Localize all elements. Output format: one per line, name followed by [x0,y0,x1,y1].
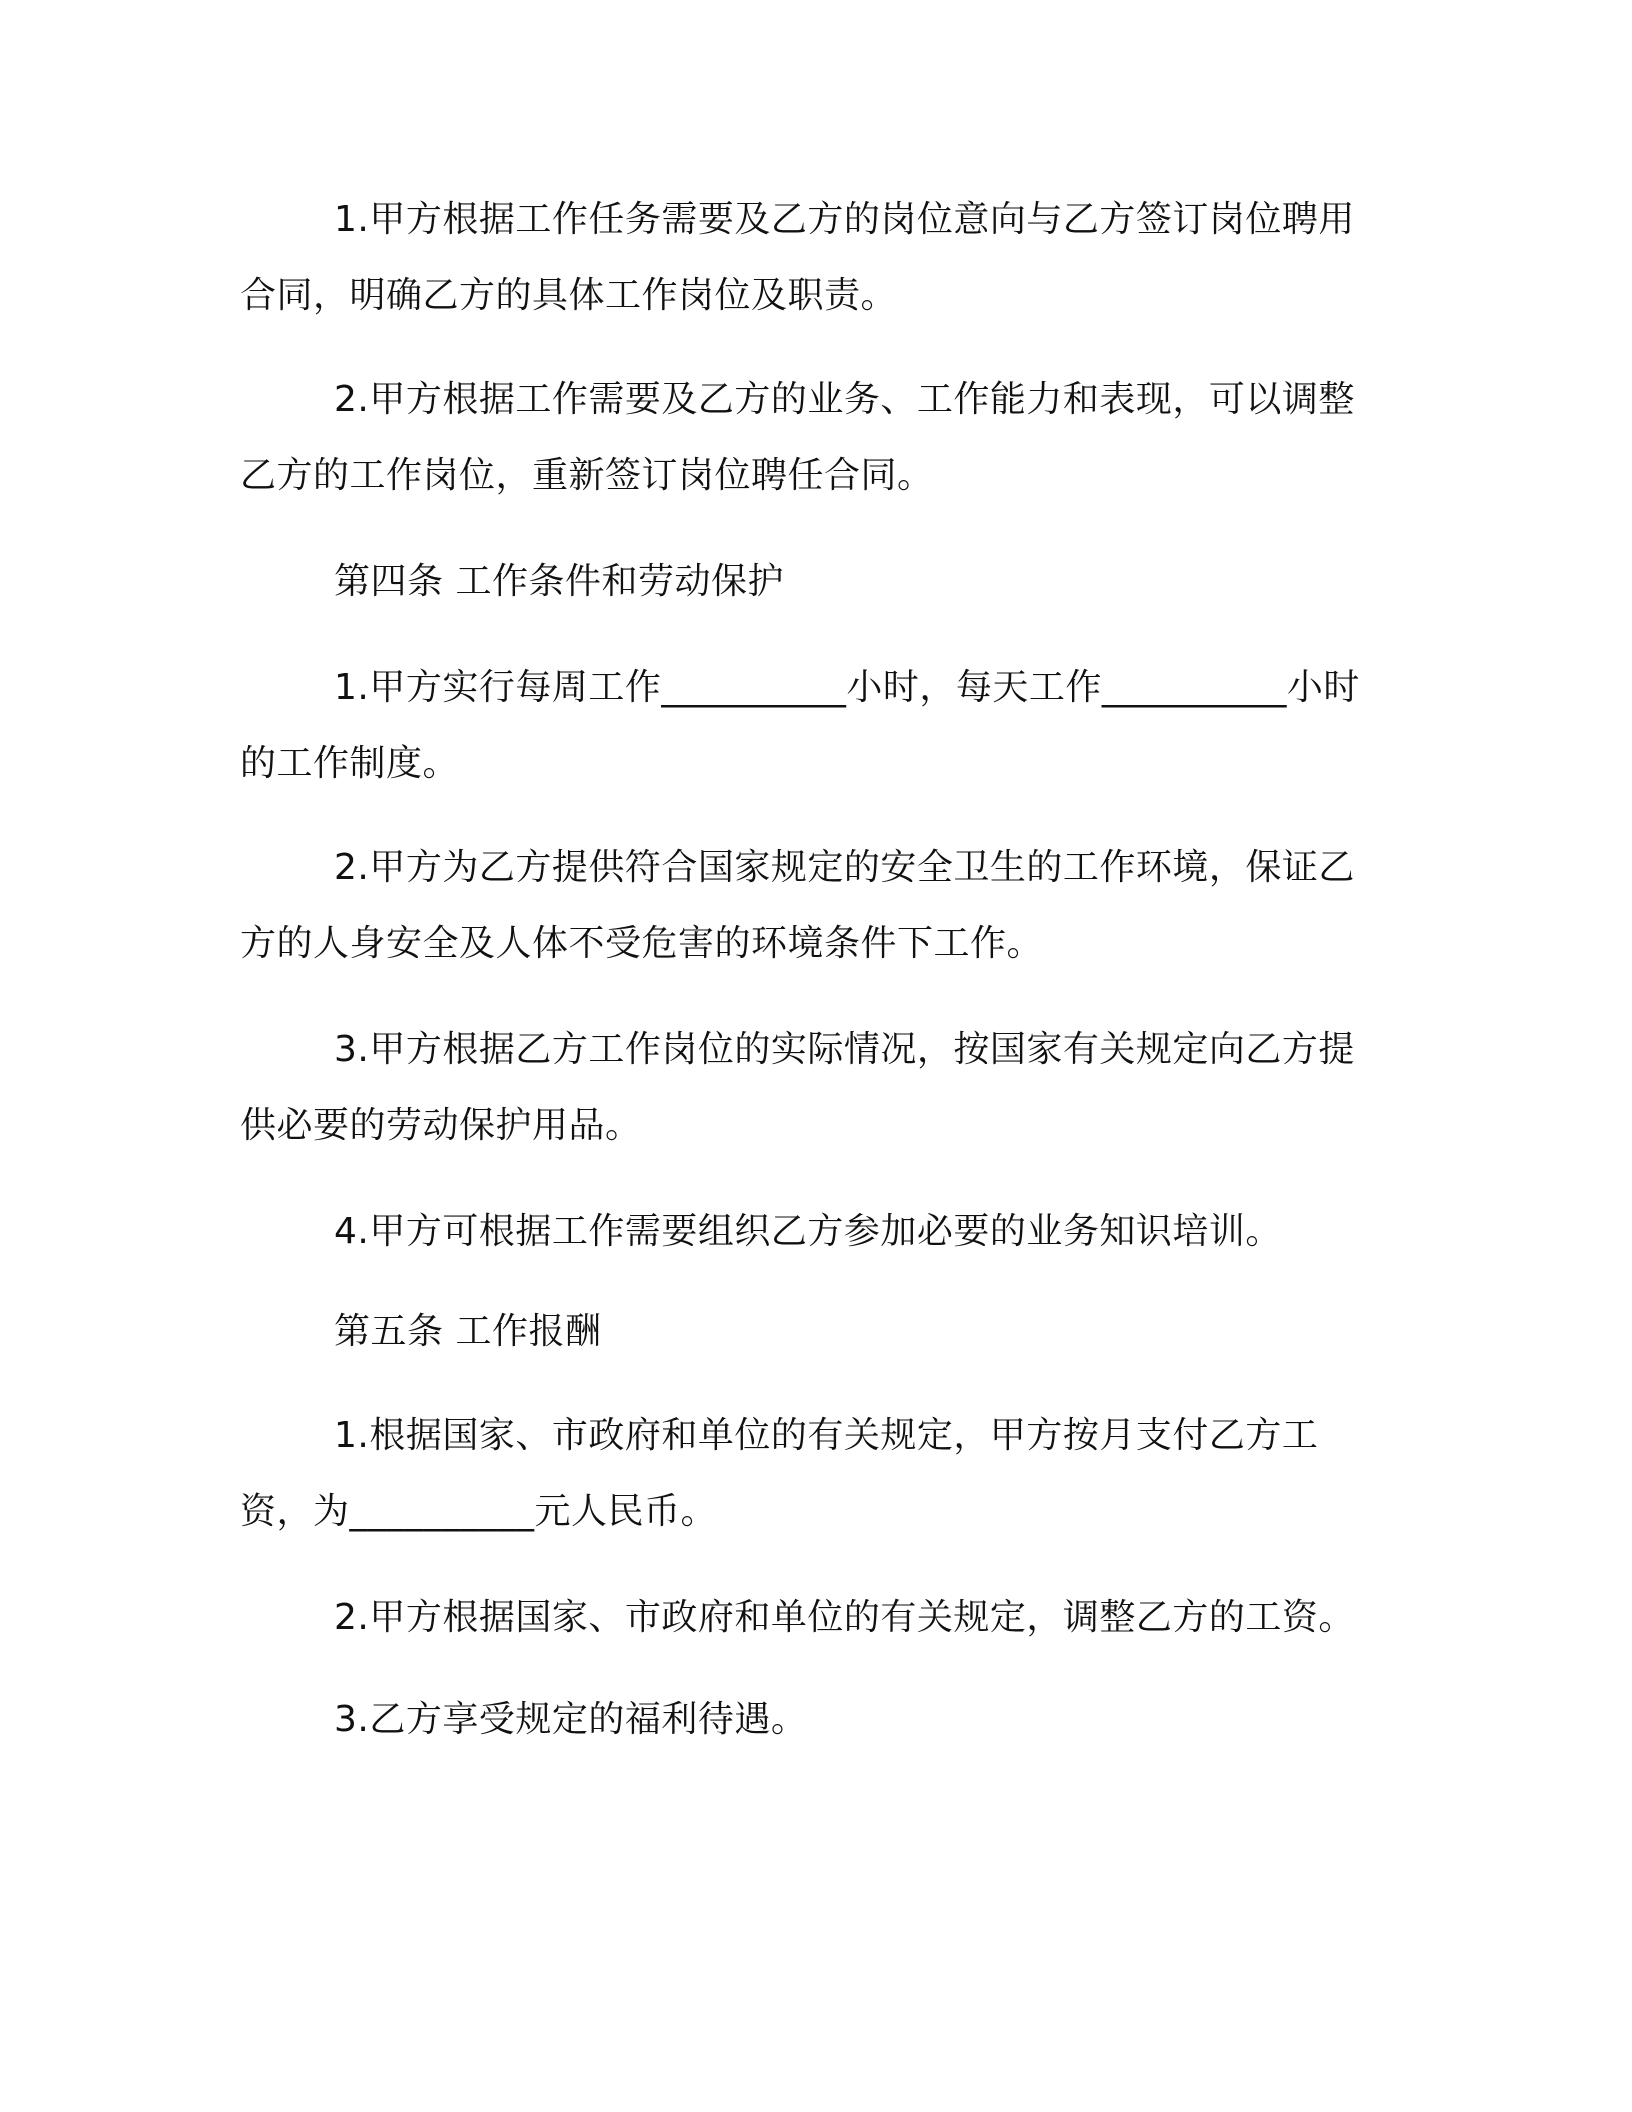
clause-5-item-2: 2.甲方根据国家、市政府和单位的有关规定，调整乙方的工资。 [334,1597,1355,1638]
clause-3-item-1: 1.甲方根据工作任务需要及乙方的岗位意向与乙方签订岗位聘用合同，明确乙方的具体工作岗位及职责。 [240,199,1355,316]
clause-4-item-2: 2.甲方为乙方提供符合国家规定的安全卫生的工作环境，保证乙方的人身安全及人体不受危害的环境条件下工作。 [240,847,1355,964]
clause-4-item-3: 3.甲方根据乙方工作岗位的实际情况，按国家有关规定向乙方提供必要的劳动保护用品。 [240,1029,1355,1146]
clause-3-item-2: 2.甲方根据工作需要及乙方的业务、工作能力和表现，可以调整乙方的工作岗位，重新签订岗位聘任合同。 [240,379,1355,496]
clause-4-item-1: 1.甲方实行每周工作__________小时，每天工作__________小时的工作制度。 [240,667,1360,784]
clause-4-item-4: 4.甲方可根据工作需要组织乙方参加必要的业务知识培训。 [334,1211,1282,1252]
clause-5-item-1: 1.根据国家、市政府和单位的有关规定，甲方按月支付乙方工资，为__________元人民币。 [240,1415,1319,1532]
section-heading-article-5: 第五条 工作报酬 [334,1311,602,1352]
section-heading-article-4: 第四条 工作条件和劳动保护 [334,561,784,602]
clause-5-item-3: 3.乙方享受规定的福利待遇。 [334,1699,808,1740]
